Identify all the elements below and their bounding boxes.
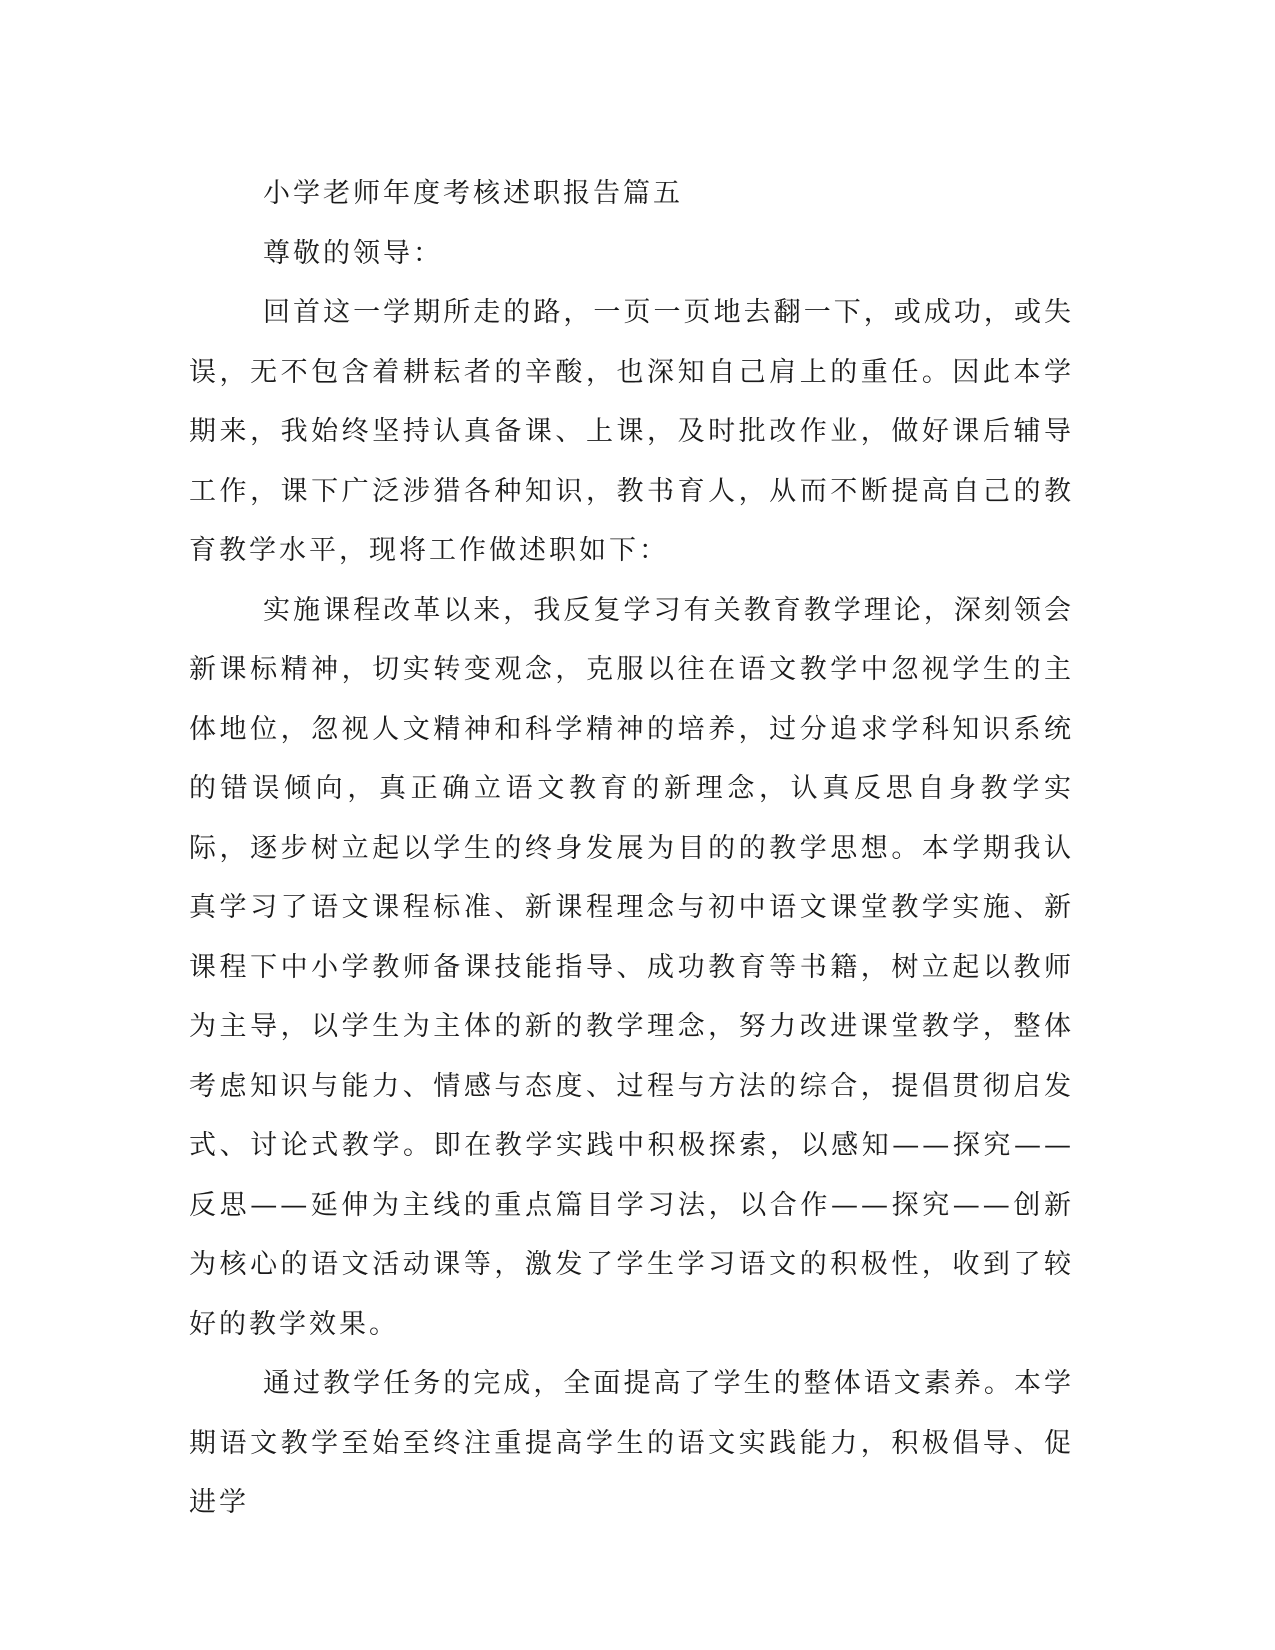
paragraph-teaching-tasks: 通过教学任务的完成，全面提高了学生的整体语文素养。本学期语文教学至始至终注重提高学生的语文实践能力，积极倡导、促进学 xyxy=(189,1368,1074,1518)
salutation: 尊敬的领导： xyxy=(263,237,443,269)
document-body xyxy=(189,164,1074,1533)
paragraph-intro: 回首这一学期所走的路，一页一页地去翻一下，或成功，或失误，无不包含着耕耘者的辛酸，也深知自己肩上的重任。因此本学期来，我始终坚持认真备课、上课，及时批改作业，做好课后辅导工作，课下广泛涉猎各种知识，教书育人，从而不断提高自己的教育教学水平，现将工作做述职如下： xyxy=(189,297,1074,566)
document-title: 小学老师年度考核述职报告篇五 xyxy=(263,178,683,209)
paragraph-curriculum-reform: 实施课程改革以来，我反复学习有关教育教学理论，深刻领会新课标精神，切实转变观念，克服以往在语文教学中忽视学生的主体地位，忽视人文精神和科学精神的培养，过分追求学科知识系统的错误倾向，真正确立语文教育的新理念，认真反思自身教学实际，逐步树立起以学生的终身发展为目的的教学思想。本学期我认真学习了语文课程标准、新课程理念与初中语文课堂教学实施、新课程下中小学教师备课技能指导、成功教育等书籍，树立起以教师为主导，以学生为主体的新的教学理念，努力改进课堂教学，整体考虑知识与能力、情感与态度、过程与方法的综合，提倡贯彻启发式、讨论式教学。即在教学实践中积极探索，以感知——探究——反思——延伸为主线的重点篇目学习法，以合作——探究——创新为核心的语文活动课等，激发了学生学习语文的积极性，收到了较好的教学效果。 xyxy=(189,594,1074,1340)
